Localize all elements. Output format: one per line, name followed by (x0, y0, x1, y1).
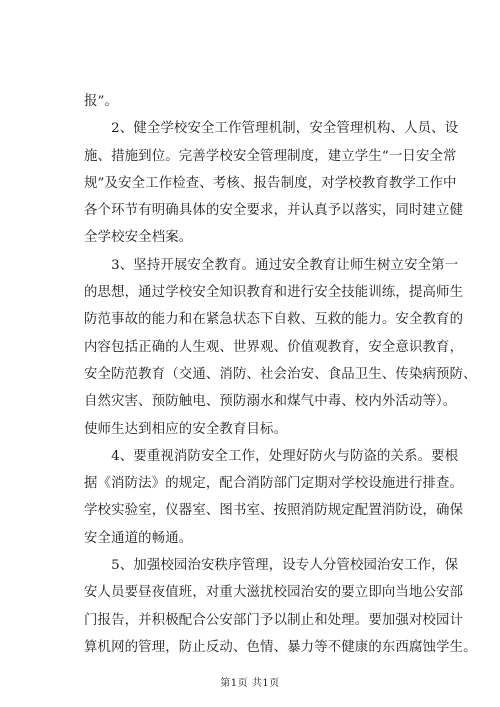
text-line: 防范事故的能力和在紧急状态下自救、互救的能力。安全教育的 (84, 312, 464, 328)
text-line: 规”及安全工作检查、考核、报告制度，对学校教育教学工作中 (84, 175, 457, 191)
text-line: 的思想，通过学校安全知识教育和进行安全技能训练，提高师生 (84, 285, 464, 301)
document-body (84, 88, 477, 661)
text-line: 4、要重视消防安全工作，处理好防火与防盗的关系。要根 (84, 448, 459, 464)
text-line: 安全通道的畅通。 (84, 530, 193, 546)
text-line: 全学校安全档案。 (84, 230, 193, 246)
text-line: 门报告，并积极配合公安部门予以制止和处理。要加强对校园计 (84, 612, 464, 628)
text-line: 各个环节有明确具体的安全要求，并认真予以落实，同时建立健 (84, 203, 464, 219)
text-line: 3、坚持开展安全教育。通过安全教育让师生树立安全第一 (84, 257, 459, 273)
text-line: 报”。 (84, 94, 119, 109)
text-line: 学校实验室，仪器室、图书室、按照消防规定配置消防设，确保 (84, 503, 464, 519)
text-line: 据《消防法》的规定，配合消防部门定期对学校设施进行排查。 (84, 476, 464, 492)
text-line: 施、措施到位。完善学校安全管理制度，建立学生“一日安全常 (84, 148, 457, 164)
page-footer: 第1页 共1页 (220, 678, 280, 689)
text-line: 2、健全学校安全工作管理机制，安全管理机构、人员、设 (84, 121, 459, 137)
text-line: 5、加强校园治安秩序管理，设专人分管校园治安工作，保 (84, 558, 459, 574)
text-line: 使师生达到相应的安全教育目标。 (84, 421, 288, 437)
text-line: 内容包括正确的人生观、世界观、价值观教育，安全意识教育， (84, 339, 464, 355)
text-line: 算机网的管理，防止反动、色情、暴力等不健康的东西腐蚀学生。 (84, 639, 477, 655)
text-line: 安全防范教育（交通、消防、社会治安、食品卫生、传染病预防、 (84, 366, 477, 382)
text-line: 安人员要昼夜值班，对重大滋扰校园治安的要立即向当地公安部 (84, 585, 464, 601)
text-line: 自然灾害、预防触电、预防溺水和煤气中毒、校内外活动等）。 (84, 394, 457, 410)
